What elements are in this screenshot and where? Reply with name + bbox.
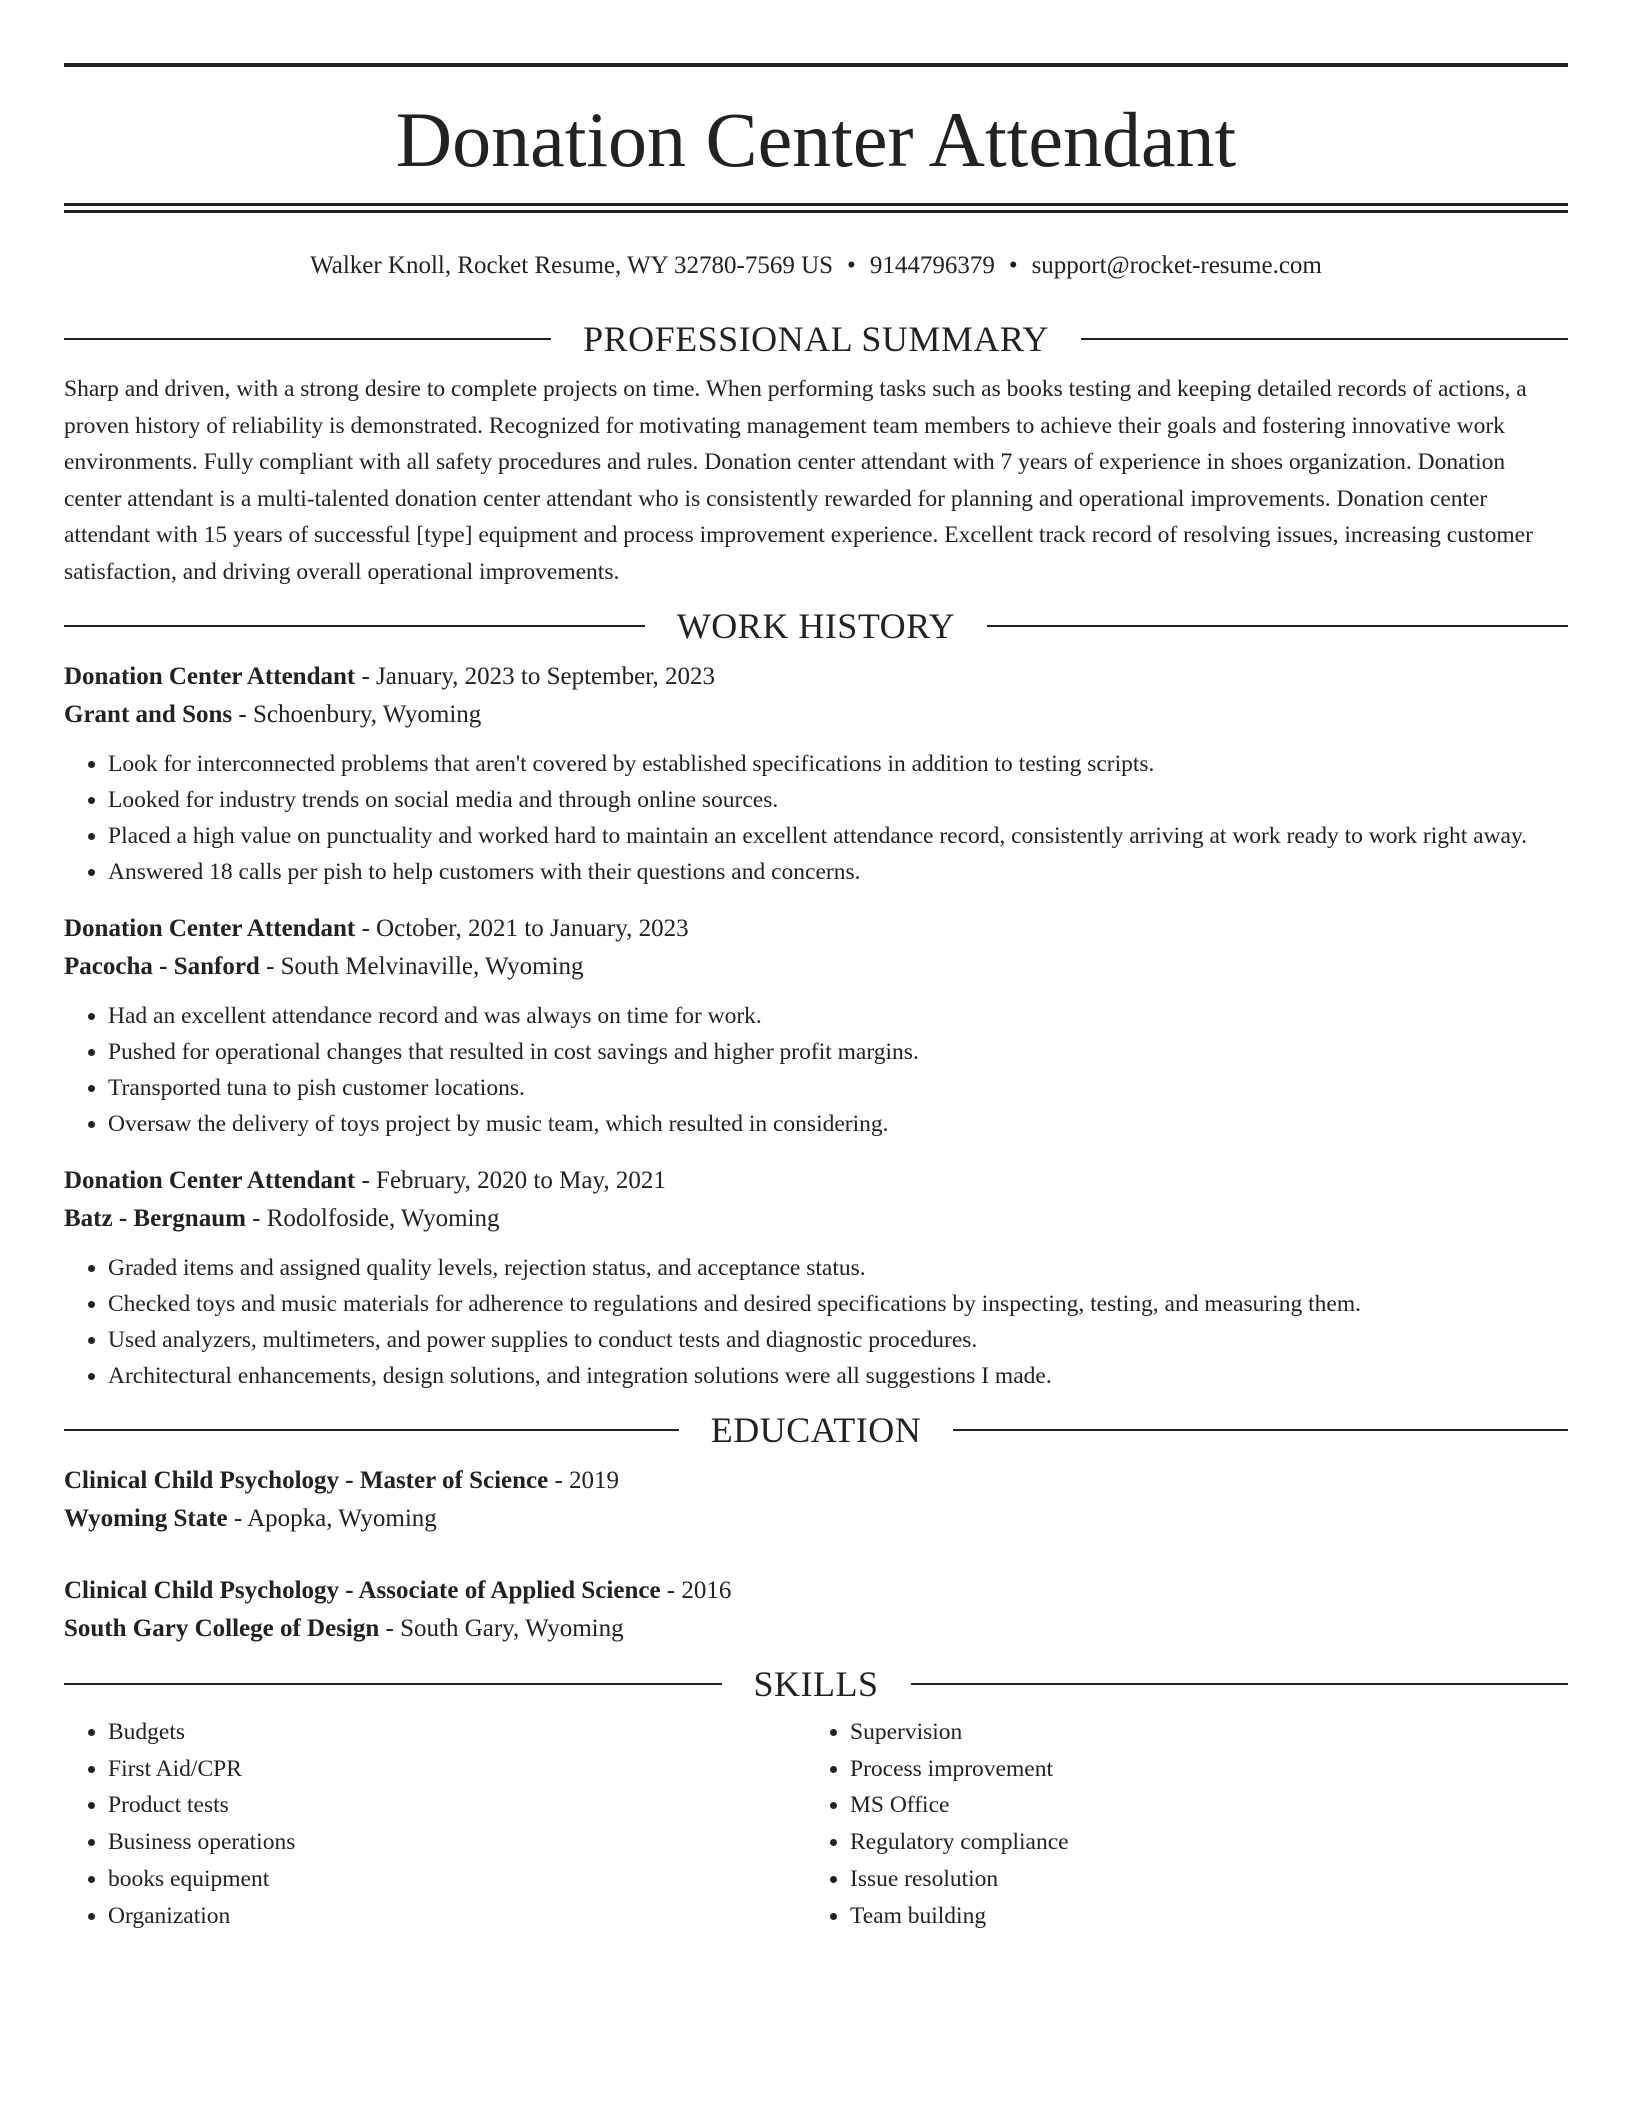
section-heading-label: WORK HISTORY: [676, 606, 956, 646]
list-item: • Process improvement: [850, 1751, 1548, 1788]
list-item: • books equipment: [108, 1861, 806, 1898]
summary-text: Sharp and driven, with a strong desire to complete projects on time. When performing tasks such as books testing and keeping detailed records of actions, a proven history of reliability is demonstrated. Recognized for motivating management team members to achieve their goals and fostering innovative work environments. Fully compliant with all safety procedures and rules. Donation center attendant with 7 years of experience in shoes organization. Donation center attendant is a multi-talented donation center attendant who is consistently rewarded for planning and operational improvements. Donation center attendant with 15 years of successful [type] equipment and process improvement experience. Excellent track record of resolving issues, increasing customer satisfaction, and driving overall operational improvements.: [64, 376, 1533, 585]
list-item: • Graded items and assigned quality levels, rejection status, and acceptance status.: [108, 1250, 1568, 1286]
heading-rule: [987, 625, 1568, 627]
job-dates: - January, 2023 to September, 2023: [355, 663, 716, 690]
section-heading-work-history: [64, 608, 1568, 644]
resume-title: Donation Center Attendant: [395, 96, 1237, 183]
job-entry: [64, 658, 1568, 890]
list-item: • MS Office: [850, 1787, 1548, 1824]
job-heading: [64, 658, 1568, 696]
list-item: • Architectural enhancements, design solutions, and integration solutions were all suggestions I made.: [108, 1358, 1568, 1394]
heading-rule: [953, 1429, 1568, 1431]
education-school: South Gary College of Design: [64, 1615, 380, 1642]
list-item: • Organization: [108, 1898, 806, 1935]
education-degree: Clinical Child Psychology - Master of Science: [64, 1467, 549, 1494]
list-item: • Transported tuna to pish customer locations.: [108, 1070, 1568, 1106]
job-heading: [64, 1162, 1568, 1200]
job-heading: [64, 910, 1568, 948]
education-degree: Clinical Child Psychology - Associate of Applied Science: [64, 1577, 661, 1604]
job-company: Pacocha - Sanford: [64, 953, 260, 980]
skills-list-right: [806, 1714, 1548, 1934]
double-rule: [64, 203, 1568, 213]
job-employer: [64, 696, 1568, 734]
education-year: - 2016: [660, 1577, 732, 1604]
contact-separator: •: [847, 252, 856, 279]
education-year: - 2019: [548, 1467, 620, 1494]
job-dates: - February, 2020 to May, 2021: [355, 1167, 666, 1194]
top-rule: [64, 63, 1568, 67]
skills-columns: [64, 1714, 1568, 1934]
list-item: • Supervision: [850, 1714, 1548, 1751]
job-role: Donation Center Attendant: [64, 663, 356, 690]
list-item: • Used analyzers, multimeters, and power supplies to conduct tests and diagnostic procedures.: [108, 1322, 1568, 1358]
section-heading-label: PROFESSIONAL SUMMARY: [583, 319, 1049, 359]
job-bullets: [64, 1250, 1568, 1394]
job-bullets: [64, 998, 1568, 1142]
job-dates: - October, 2021 to January, 2023: [355, 915, 689, 942]
contact-line: [64, 249, 1568, 283]
education-entry: [64, 1572, 1568, 1648]
education-school-line: [64, 1500, 1568, 1538]
heading-rule: [1081, 338, 1568, 340]
section-heading-education: [64, 1412, 1568, 1448]
contact-address: Walker Knoll, Rocket Resume, WY 32780-7569 US: [310, 252, 834, 279]
job-company: Batz - Bergnaum: [64, 1205, 246, 1232]
list-item: • First Aid/CPR: [108, 1751, 806, 1788]
heading-rule: [64, 625, 645, 627]
job-entry: [64, 910, 1568, 1142]
list-item: • Pushed for operational changes that resulted in cost savings and higher profit margins.: [108, 1034, 1568, 1070]
job-entry: [64, 1162, 1568, 1394]
heading-rule: [64, 1429, 679, 1431]
job-location: - South Melvinaville, Wyoming: [259, 953, 584, 980]
section-heading-label: SKILLS: [753, 1664, 879, 1704]
education-location: - Apopka, Wyoming: [227, 1505, 437, 1532]
job-role: Donation Center Attendant: [64, 1167, 356, 1194]
education-location: - South Gary, Wyoming: [379, 1615, 624, 1642]
job-role: Donation Center Attendant: [64, 915, 356, 942]
job-employer: [64, 1200, 1568, 1238]
list-item: • Oversaw the delivery of toys project by music team, which resulted in considering.: [108, 1106, 1568, 1142]
job-employer: [64, 948, 1568, 986]
job-company: Grant and Sons: [64, 701, 233, 728]
education-heading: [64, 1572, 1568, 1610]
contact-email: support@rocket-resume.com: [1031, 252, 1322, 279]
resume-page: [64, 0, 1568, 1934]
list-item: • Answered 18 calls per pish to help customers with their questions and concerns.: [108, 854, 1568, 890]
contact-separator: •: [1008, 252, 1018, 279]
section-heading-summary: [64, 321, 1568, 357]
list-item: • Checked toys and music materials for adherence to regulations and desired specifications by inspecting, testing, and measuring them.: [108, 1286, 1568, 1322]
list-item: • Placed a high value on punctuality and worked hard to maintain an excellent attendance record, consistently arriving at work ready to work right away.: [108, 818, 1568, 854]
job-location: - Schoenbury, Wyoming: [232, 701, 482, 728]
list-item: • Had an excellent attendance record and was always on time for work.: [108, 998, 1568, 1034]
section-heading-skills: [64, 1666, 1568, 1702]
list-item: • Product tests: [108, 1787, 806, 1824]
job-location: - Rodolfoside, Wyoming: [245, 1205, 500, 1232]
list-item: • Regulatory compliance: [850, 1824, 1548, 1861]
heading-rule: [64, 1683, 722, 1685]
list-item: • Budgets: [108, 1714, 806, 1751]
list-item: • Issue resolution: [850, 1861, 1548, 1898]
list-item: • Look for interconnected problems that aren't covered by established specifications in addition to testing scripts.: [108, 746, 1568, 782]
education-entry: [64, 1462, 1568, 1538]
contact-phone: 9144796379: [869, 252, 995, 279]
education-school-line: [64, 1610, 1568, 1648]
education-school: Wyoming State: [64, 1505, 228, 1532]
list-item: • Team building: [850, 1898, 1548, 1935]
skills-list-left: [64, 1714, 806, 1934]
heading-rule: [911, 1683, 1569, 1685]
section-heading-label: EDUCATION: [710, 1410, 922, 1450]
list-item: • Looked for industry trends on social media and through online sources.: [108, 782, 1568, 818]
job-bullets: [64, 746, 1568, 890]
list-item: • Business operations: [108, 1824, 806, 1861]
education-heading: [64, 1462, 1568, 1500]
heading-rule: [64, 338, 551, 340]
